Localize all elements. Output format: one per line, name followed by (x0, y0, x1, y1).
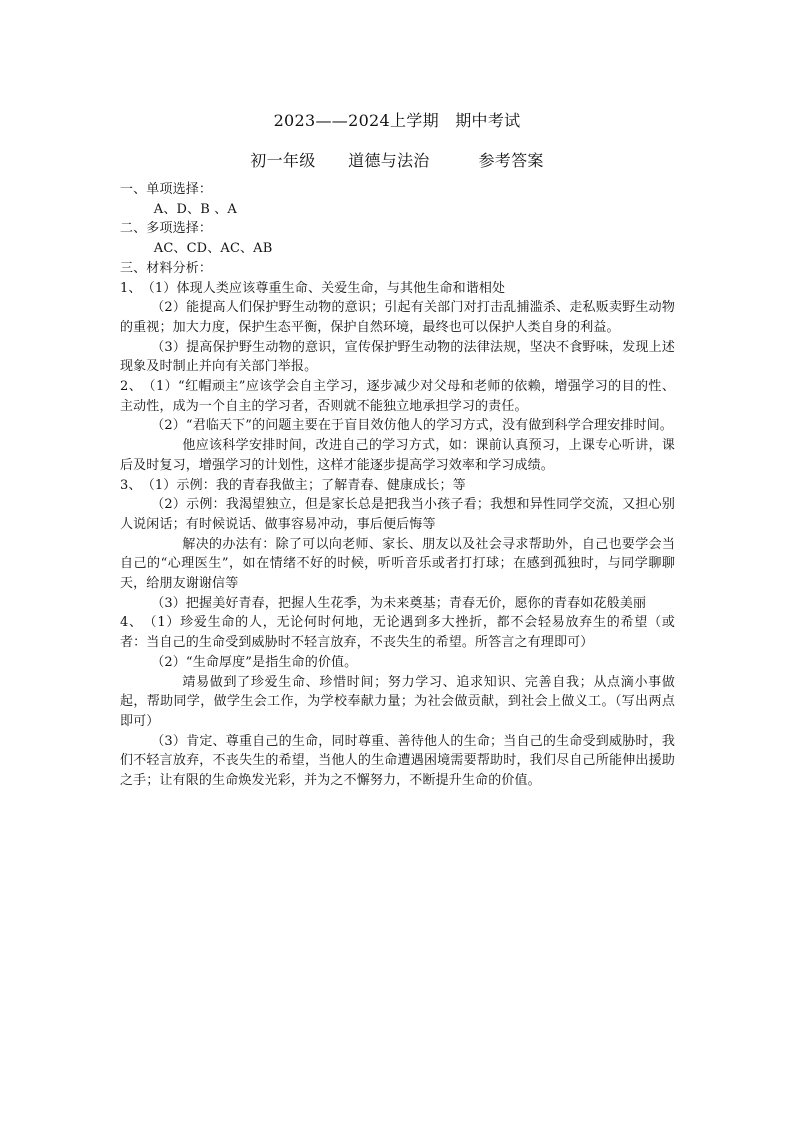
q1-part3: （3）提高保护野生动物的意识，宣传保护野生动物的法律法规，坚决不食野味，发现上述现象及时制止并向有关部门举报。 (120, 339, 675, 375)
q4-part3: （3）肯定、尊重自己的生命，同时尊重、善待他人的生命；当自己的生命受到威胁时，我们不轻言放弃，不丧失生的希望，当他人的生命遭遇困境需要帮助时，我们尽自己所能伸出援助之手；让有限的生命焕发光彩，并为之不懈努力，不断提升生命的价值。 (120, 733, 675, 789)
q3-part2-solution: 解决的办法有：除了可以向老师、家长、朋友以及社会寻求帮助外，自己也要学会当自己的“心理医生”，如在情绪不好的时候，听听音乐或者打打球；在感到孤独时，与同学聊聊天，给朋友谢谢信等 (120, 536, 675, 592)
q2-part1: 2、 （1）“红帽顽主”应该学会自主学习，逐步减少对父母和老师的依赖，增强学习的目的性、主动性，成为一个自主的学习者，否则就不能独立地承担学习的责任。 (120, 379, 675, 414)
q4-part1: 4、 （1）珍爱生命的人，无论何时何地，无论遇到多大挫折，都不会轻易放弃生的希望（或者：当自己的生命受到威胁时不轻言放弃，不丧失生的希望。所答言之有理即可） (120, 615, 675, 651)
single-choice-answers: A、D、B 、A (153, 201, 237, 217)
exam-title: 2023——2024上学期 期中考试 (273, 111, 521, 130)
q3-part1: 3、 （1）示例：我的青春我做主；了解青春、健康成长；等 (120, 477, 466, 493)
section-heading-single-choice: 一、单项选择： (120, 182, 213, 197)
q1-part2: （2）能提高人们保护野生动物的意识；引起有关部门对打击乱捕滥杀、走私贩卖野生动物的重视；加大力度，保护生态平衡，保护自然环境，最终也可以保护人类自身的利益。 (120, 300, 675, 335)
answer-body (120, 180, 675, 791)
section-heading-multiple-choice: 二、多项选择： (120, 221, 213, 237)
q1-part1: 1、 （1）体现人类应该尊重生命、关爱生命，与其他生命和谐相处 (120, 280, 506, 296)
q2-part2-advice: 他应该科学安排时间，改进自己的学习方式，如：课前认真预习，上课专心听讲，课后及时复习，增强学习的计划性，这样才能逐步提高学习效率和学习成绩。 (120, 438, 675, 473)
multiple-choice-answers: AC、CD、AC、AB (153, 241, 273, 257)
q3-part2: （2）示例：我渴望独立，但是家长总是把我当小孩子看；我想和异性同学交流，又担心别人说闲话；有时候说话、做事容易冲动，事后便后悔等 (120, 497, 675, 532)
q4-part2: （2）“生命厚度”是指生命的价值。 (151, 654, 358, 670)
q2-part2: （2）“君临天下”的问题主要在于盲目效仿他人的学习方式，没有做到科学合理安排时间。 (151, 418, 673, 434)
q4-part2-detail: 靖易做到了珍爱生命、珍惜时间；努力学习、追求知识、完善自我；从点滴小事做起，帮助同学，做学生会工作，为学校奉献力量；为社会做贡献，到社会上做义工。（写出两点即可） (120, 674, 675, 729)
section-heading-material-analysis: 三、材料分析： (120, 260, 213, 276)
exam-subtitle: 初一年级 道德与法治 参考答案 (250, 151, 544, 170)
q3-part3: （3）把握美好青春，把握人生花季，为未来奠基；青春无价，愿你的青春如花般美丽 (151, 595, 647, 611)
